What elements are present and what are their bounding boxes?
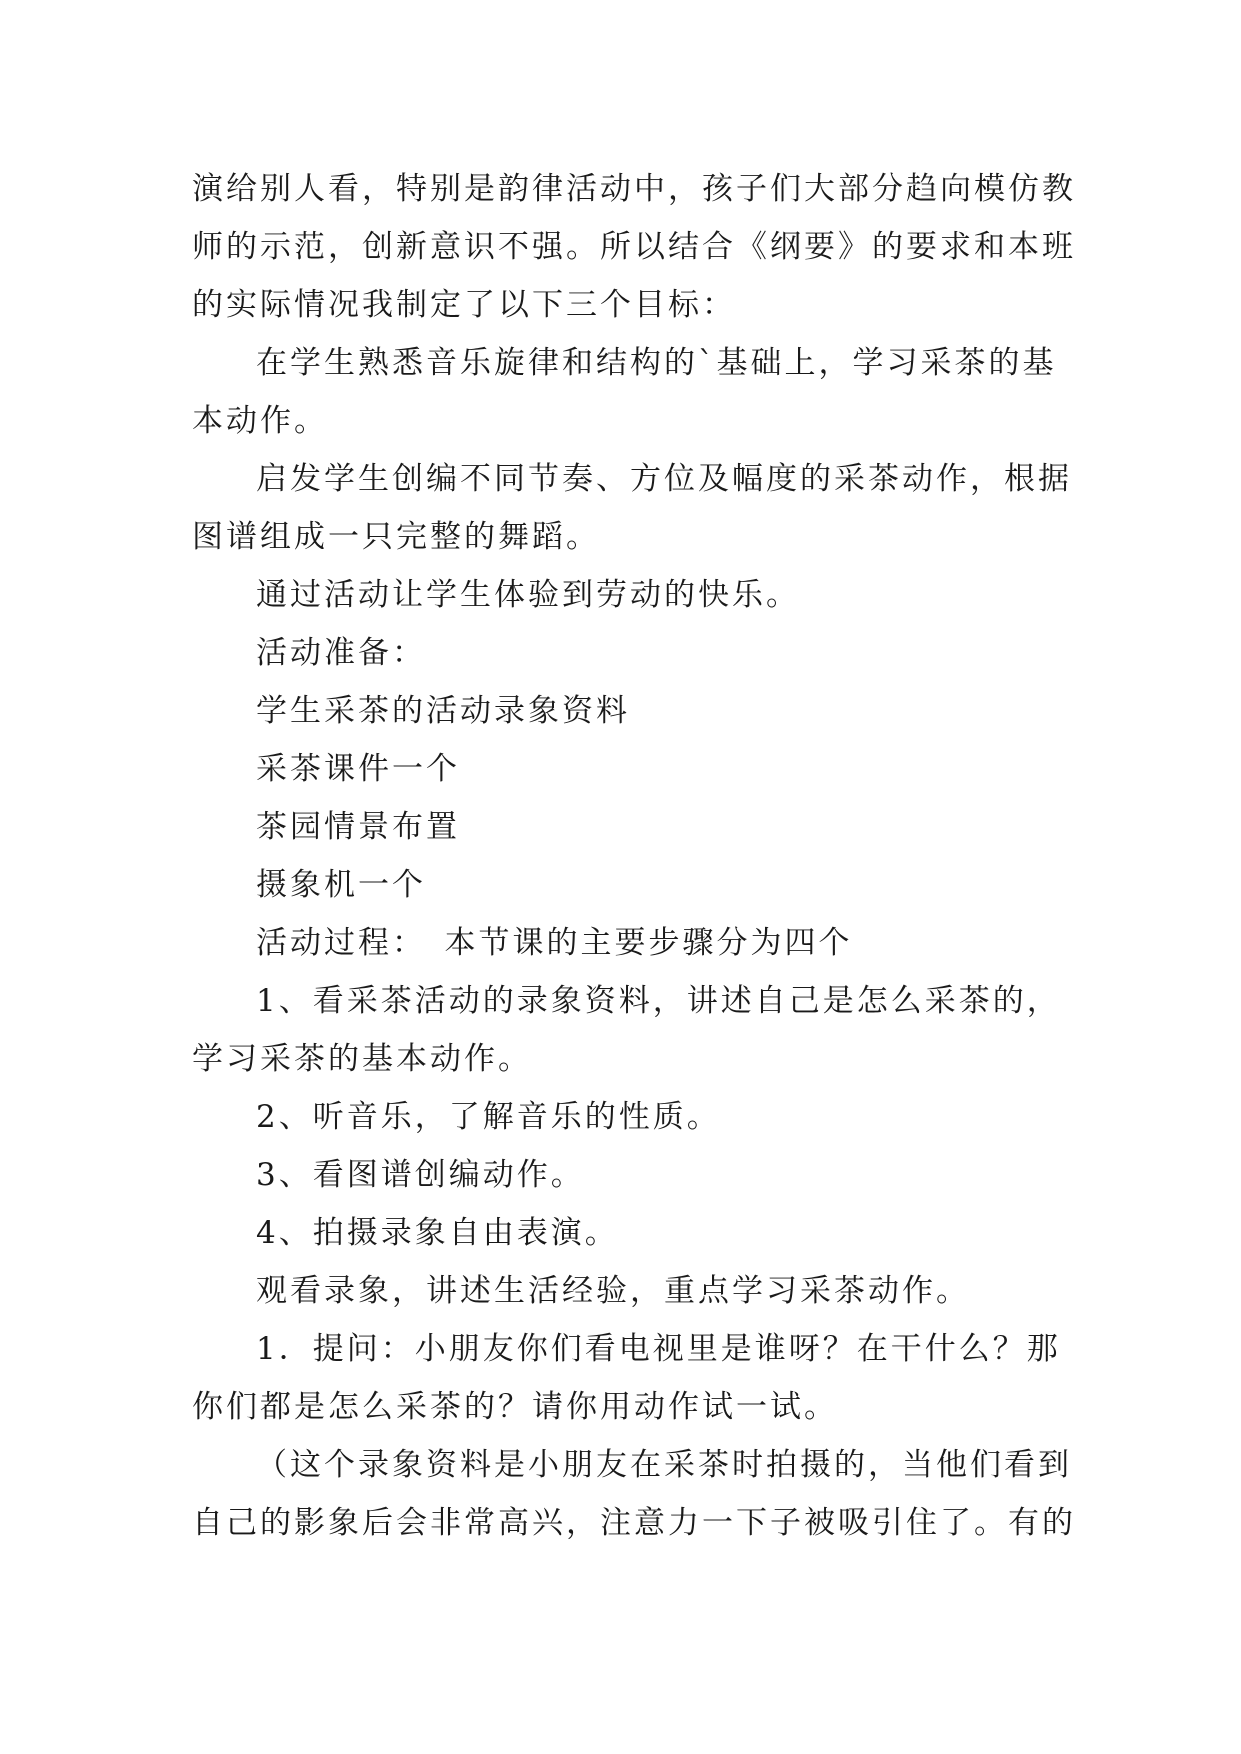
text-line: 2、听音乐，了解音乐的性质。 [256, 1099, 721, 1135]
list-item: 摄象机一个 [256, 867, 426, 903]
list-item: 采茶课件一个 [256, 751, 460, 787]
text-line: 本动作。 [192, 403, 328, 439]
text-line: 1、看采茶活动的录象资料，讲述自己是怎么采茶的， [256, 983, 1061, 1019]
text-line: 启发学生创编不同节奏、方位及幅度的采茶动作，根据 [256, 461, 1072, 497]
text-line: （这个录象资料是小朋友在采茶时拍摄的，当他们看到 [256, 1447, 1072, 1483]
text-line: 演给别人看，特别是韵律活动中，孩子们大部分趋向模仿教 [192, 171, 1076, 207]
text-line: 通过活动让学生体验到劳动的快乐。 [256, 577, 800, 613]
text-line: 在学生熟悉音乐旋律和结构的`基础上，学习采茶的基 [256, 345, 1057, 381]
list-item: 茶园情景布置 [256, 809, 460, 845]
text-line: 4、拍摄录象自由表演。 [256, 1215, 619, 1251]
text-line: 师的示范，创新意识不强。所以结合《纲要》的要求和本班 [192, 229, 1076, 265]
text-line: 观看录象，讲述生活经验，重点学习采茶动作。 [256, 1273, 970, 1309]
text-line: 自己的影象后会非常高兴，注意力一下子被吸引住了。有的 [192, 1505, 1076, 1541]
list-item: 学生采茶的活动录象资料 [256, 693, 630, 729]
text-line: 你们都是怎么采茶的？请你用动作试一试。 [192, 1389, 838, 1425]
text-line: 图谱组成一只完整的舞蹈。 [192, 519, 600, 555]
text-line: 3、看图谱创编动作。 [256, 1157, 585, 1193]
document-body [192, 160, 1076, 1552]
text-line: 学习采茶的基本动作。 [192, 1041, 532, 1077]
section-heading: 活动准备： [256, 635, 426, 671]
text-line: 1．提问：小朋友你们看电视里是谁呀？在干什么？那 [256, 1331, 1061, 1367]
text-line: 的实际情况我制定了以下三个目标： [192, 287, 736, 323]
section-heading: 活动过程： 本节课的主要步骤分为四个 [256, 925, 853, 961]
